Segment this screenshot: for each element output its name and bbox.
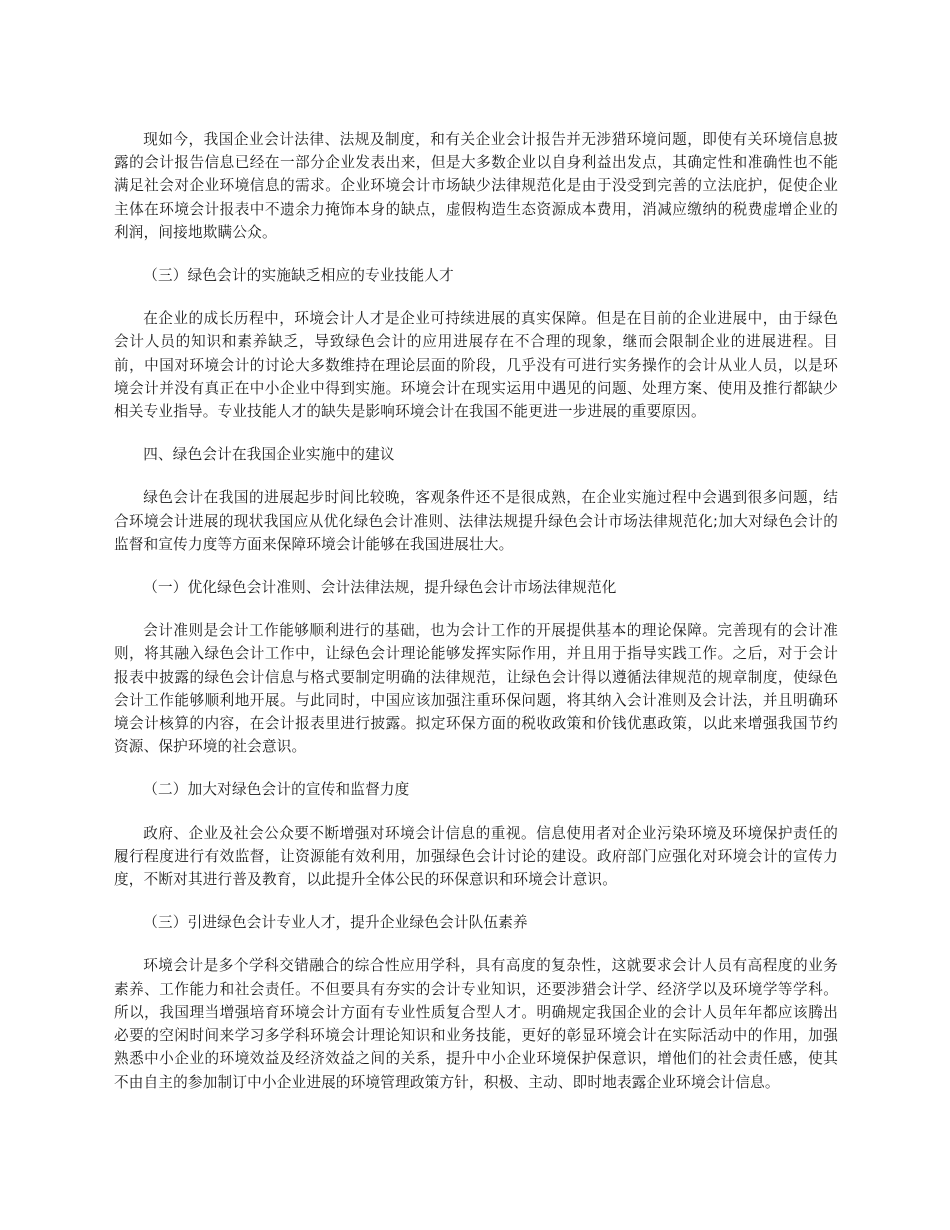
heading-publicity-supervision: （二）加大对绿色会计的宣传和监督力度 bbox=[143, 781, 410, 799]
heading-lack-of-talent: （三）绿色会计的实施缺乏相应的专业技能人才 bbox=[143, 267, 454, 285]
paragraph-accounting-standards: 会计准则是会计工作能够顺利进行的基础，也为会计工作的开展提供基本的理论保障。完善现有的会计准则，将其融入绿色会计工作中，让绿色会计理论能够发挥实际作用，并且用于指导实践工作。之后，对于会计报表中披露的绿色会计信息与格式要制定明确的法律规范，让绿色会计得以遵循法律规范的规章制度，使绿色会计工作能够顺利地开展。与此同时，中国应该加强注重环保问题，将其纳入会计准则及会计法，并且明确环境会计核算的内容，在会计报表里进行披露。拟定环保方面的税收政策和价钱优惠政策，以此来增强我国节约资源、保护环境的社会意识。 bbox=[114, 622, 838, 756]
heading-section-four: 四、绿色会计在我国企业实施中的建议 bbox=[143, 446, 395, 464]
heading-optimize-standards: （一）优化绿色会计准则、会计法律法规，提升绿色会计市场法律规范化 bbox=[143, 579, 617, 597]
paragraph-suggestions-intro: 绿色会计在我国的进展起步时间比较晚，客观条件还不是很成熟，在企业实施过程中会遇到很多问题，结合环境会计进展的现状我国应从优化绿色会计准则、法律法规提升绿色会计市场法律规范化;加大对绿色会计的监督和宣传力度等方面来保障环境会计能够在我国进展壮大。 bbox=[114, 489, 838, 553]
heading-introduce-talent: （三）引进绿色会计专业人才，提升企业绿色会计队伍素养 bbox=[143, 914, 528, 932]
paragraph-talent-shortage: 在企业的成长历程中，环境会计人才是企业可持续进展的真实保障。但是在目前的企业进展中，由于绿色会计人员的知识和素养缺乏，导致绿色会计的应用进展存在不合理的现象，继而会限制企业的进展进程。目前，中国对环境会计的讨论大多数维持在理论层面的阶段，几乎没有可进行实务操作的会计从业人员，以是环境会计并没有真正在中小企业中得到实施。环境会计在现实运用中遇见的问题、处理方案、使用及推行都缺少相关专业指导。专业技能人才的缺失是影响环境会计在我国不能更进一步进展的重要原因。 bbox=[114, 310, 838, 421]
paragraph-legal-status: 现如今，我国企业会计法律、法规及制度，和有关企业会计报告并无涉猎环境问题，即使有关环境信息披露的会计报告信息已经在一部分企业发表出来，但是大多数企业以自身利益出发点，其确定性和准确性也不能满足社会对企业环境信息的需求。企业环境会计市场缺少法律规范化是由于没受到完善的立法庇护，促使企业主体在环境会计报表中不遗余力掩饰本身的缺点，虚假构造生态资源成本费用，消减应缴纳的税费虚增企业的利润，间接地欺瞒公众。 bbox=[114, 131, 838, 241]
paragraph-talent-development: 环境会计是多个学科交错融合的综合性应用学科，具有高度的复杂性，这就要求会计人员有高程度的业务素养、工作能力和社会责任。不但要具有夯实的会计专业知识，还要涉猎会计学、经济学以及环境学等学科。所以，我国理当增强培育环境会计方面有专业性质复合型人才。明确规定我国企业的会计人员年年都应该腾出必要的空闲时间来学习多学科环境会计理论知识和业务技能，更好的彰显环境会计在实际活动中的作用，加强熟悉中小企业的环境效益及经济效益之间的关系，提升中小企业环境保护保意识，增他们的社会责任感，使其不由自主的参加制订中小企业进展的环境管理政策方针，积极、主动、即时地表露企业环境会计信息。 bbox=[114, 957, 838, 1091]
paragraph-public-awareness: 政府、企业及社会公众要不断增强对环境会计信息的重视。信息使用者对企业污染环境及环境保护责任的履行程度进行有效监督，让资源能有效利用，加强绿色会计讨论的建设。政府部门应强化对环境会计的宣传力度，不断对其进行普及教育，以此提升全体公民的环保意识和环境会计意识。 bbox=[114, 824, 838, 889]
